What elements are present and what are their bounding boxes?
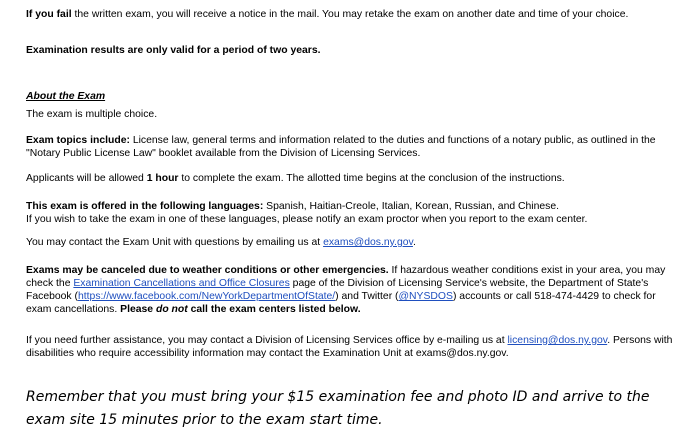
weather-text-1: If hazardous weather conditions exist in your area, you may check the bbox=[26, 265, 666, 289]
weather-paragraph bbox=[26, 264, 676, 316]
time-allowed-duration: 1 hour bbox=[146, 173, 179, 184]
validity-paragraph bbox=[26, 44, 676, 57]
fail-notice-text: the written exam, you will receive a notice in the mail. You may retake the exam on another date and time of your choice. bbox=[71, 9, 629, 20]
weather-text-4: ) accounts or call 518-474-4429 to check for exam cancellations. bbox=[26, 291, 656, 315]
weather-lead: Exams may be canceled due to weather conditions or other emergencies. bbox=[26, 265, 389, 276]
reminder-paragraph: Remember that you must bring your $15 examination fee and photo ID and arrive to the exam site 15 minutes prior to the exam start time. bbox=[26, 389, 650, 428]
assistance-post: . Persons with disabilities who require accessibility information may contact the Examination Unit at exams@dos.ny.gov. bbox=[26, 335, 673, 359]
assistance-pre: If you need further assistance, you may contact a Division of Licensing Services office by e-mailing us at bbox=[26, 335, 508, 346]
assistance-paragraph bbox=[26, 334, 676, 360]
topics-paragraph bbox=[26, 134, 676, 160]
twitter-link[interactable]: @NYSDOS bbox=[398, 291, 453, 302]
topics-lead: Exam topics include: bbox=[26, 135, 130, 146]
fail-notice-paragraph bbox=[26, 8, 676, 21]
about-exam-heading: About the Exam bbox=[26, 91, 106, 102]
facebook-link[interactable]: https://www.facebook.com/NewYorkDepartmentOfState/ bbox=[77, 291, 336, 302]
time-allowed-pre: Applicants will be allowed bbox=[26, 173, 147, 184]
contact-email-post: . bbox=[412, 237, 416, 248]
cancellations-link[interactable]: Examination Cancellations and Office Closures bbox=[73, 278, 290, 289]
languages-lead: This exam is offered in the following languages: bbox=[26, 201, 264, 212]
validity-text: Examination results are only valid for a period of two years. bbox=[26, 45, 321, 56]
time-allowed-post: to complete the exam. The allotted time begins at the conclusion of the instructions. bbox=[178, 173, 565, 184]
weather-text-2: page of the Division of Licensing Service's website, the Department of State's Facebook ( bbox=[26, 278, 649, 302]
licensing-email-link[interactable]: licensing@dos.ny.gov bbox=[507, 335, 608, 346]
languages-list: Spanish, Haitian-Creole, Italian, Korean, Russian, and Chinese. bbox=[263, 201, 560, 212]
languages-note: If you wish to take the exam in one of these languages, please notify an exam proctor when you report to the exam center. bbox=[26, 214, 588, 225]
weather-text-3: ) and Twitter ( bbox=[335, 291, 399, 302]
weather-please: Please bbox=[120, 304, 156, 315]
topics-text: License law, general terms and information related to the duties and functions of a notary public, as outlined in the "Notary Public License Law" booklet available from the Division of Licensing Services. bbox=[26, 135, 656, 159]
languages-paragraph bbox=[26, 200, 676, 226]
contact-email-paragraph bbox=[26, 236, 676, 249]
exams-email-link[interactable]: exams@dos.ny.gov bbox=[323, 237, 413, 248]
multiple-choice-paragraph: The exam is multiple choice. bbox=[26, 109, 158, 120]
weather-warning-end: call the exam centers listed below. bbox=[187, 304, 361, 315]
weather-do-not: do not bbox=[155, 304, 188, 315]
time-allowed-paragraph bbox=[26, 172, 676, 185]
contact-email-pre: You may contact the Exam Unit with questions by emailing us at bbox=[26, 237, 324, 248]
fail-notice-lead: If you fail bbox=[26, 9, 72, 20]
